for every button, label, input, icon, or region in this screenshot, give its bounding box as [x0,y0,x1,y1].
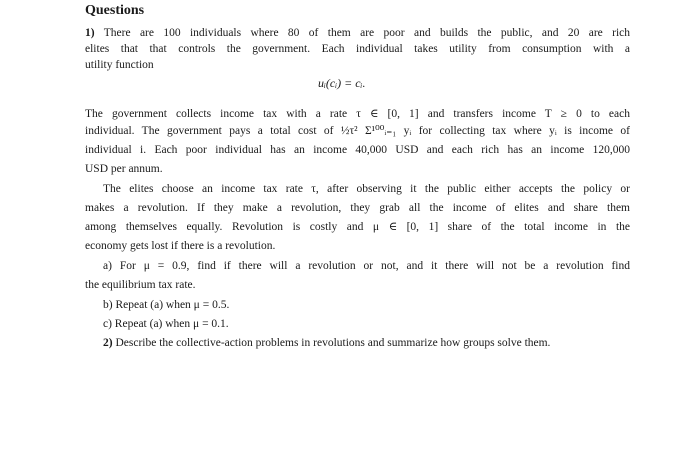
elite-para-line-1: The elites choose an income tax rate τ, after observing it the public either accepts the policy or [103,183,630,195]
q2-line [103,336,550,350]
elite-para-line-3: among themselves equally. Revolution is costly and μ ∈ [0, 1] share of the total income in the [85,221,630,233]
part-c: c) Repeat (a) when μ = 0.1. [103,318,229,330]
tax-para-line-2: individual. The government pays a total cost of ½τ² Σ¹⁰⁰ᵢ₌₁ yᵢ for collecting tax where yᵢ is income of [85,125,630,137]
utility-equation: uᵢ(cᵢ) = cᵢ. [318,76,366,90]
q1-number: 1) [85,27,95,39]
part-a-line-1: a) For μ = 0.9, find if there will a revolution or not, and it there will not be a revolution find [103,260,630,272]
part-a-line-2: the equilibrium tax rate. [85,279,196,291]
elite-para-line-2: makes a revolution. If they make a revolution, they grab all the income of elites and share them [85,202,630,214]
part-b: b) Repeat (a) when μ = 0.5. [103,299,230,311]
tax-para-line-1: The government collects income tax with a rate τ ∈ [0, 1] and transfers income T ≥ 0 to each [85,108,630,120]
q2-text: Describe the collective-action problems in revolutions and summarize how groups solve them. [115,337,551,349]
tax-para-line-3: individual i. Each poor individual has an income 40,000 USD and each rich has an income 120,000 [85,144,630,156]
section-heading: Questions [85,3,145,18]
q2-number: 2) [103,337,113,349]
q1-line-1 [85,26,630,40]
q1-text-1: There are 100 individuals where 80 of them are poor and builds the public, and 20 are rich [103,27,631,39]
q1-line-2: elites that that controls the government. Each individual takes utility from consumption with a [85,43,630,55]
elite-para-line-4: economy gets lost if there is a revolution. [85,240,276,252]
q1-line-3: utility function [85,59,154,71]
tax-para-line-4: USD per annum. [85,163,163,175]
